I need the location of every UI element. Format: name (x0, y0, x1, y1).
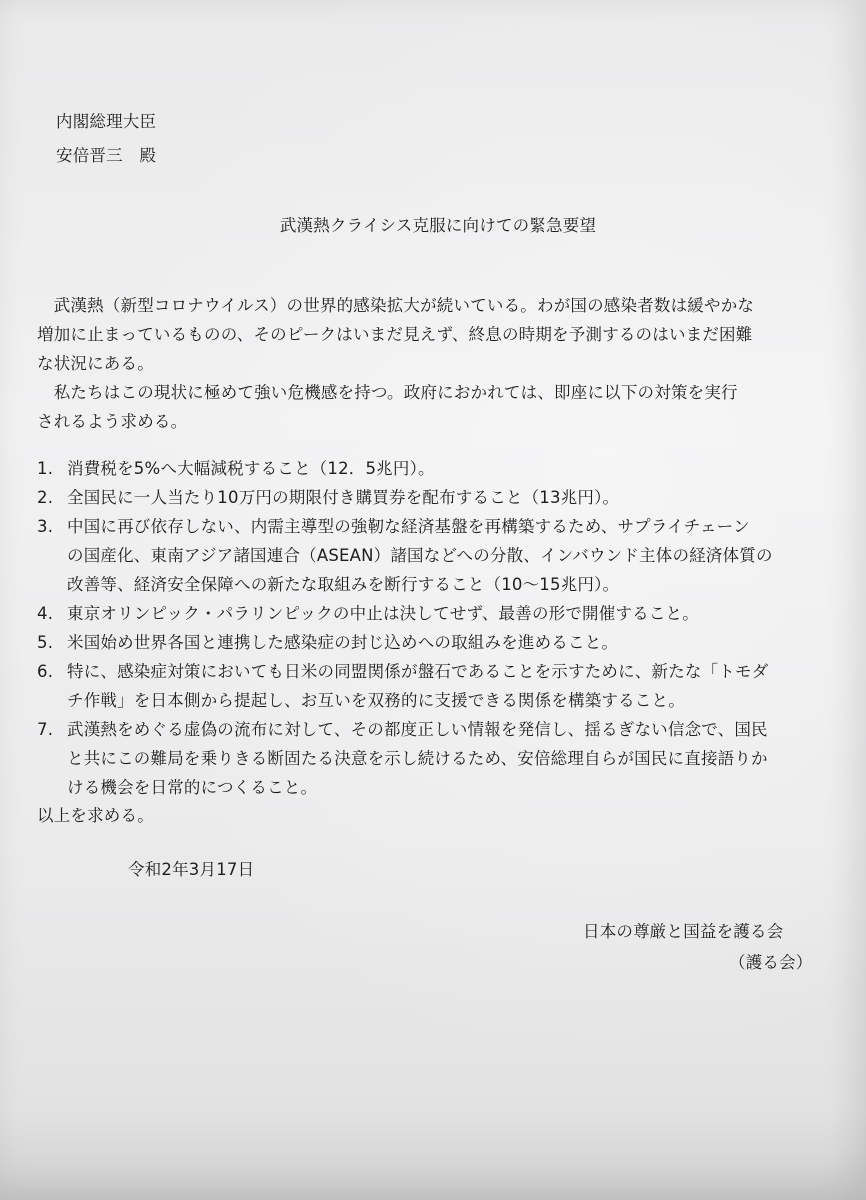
list-item-text: の国産化、東南アジア諸国連合（ASEAN）諸国などへの分散、インバウンド主体の経済体質の (67, 546, 773, 565)
paragraph-2-line-1: 私たちはこの現状に極めて強い危機感を持つ。政府におかれては、即座に以下の対策を実行 (37, 383, 738, 402)
paragraph-1-line-2: 増加に止まっているものの、そのピークはいまだ見えず、終息の時期を予測するのはいまだ困難 (37, 325, 753, 344)
document-heading: 武漢熱クライシス克服に向けての緊急要望 (279, 216, 597, 235)
list-number: 5. (37, 633, 54, 652)
closing-statement: 以上を求める。 (37, 806, 154, 825)
list-item-5 (37, 628, 773, 657)
demand-list (37, 454, 773, 802)
list-item-4 (37, 599, 773, 628)
list-item-text: 特に、感染症対策においても日米の同盟関係が盤石であることを示すために、新たな「トモダ (67, 662, 769, 681)
list-number: 2. (37, 488, 54, 507)
list-number: 1. (37, 459, 54, 478)
list-item-text: 米国始め世界各国と連携した感染症の封じ込めへの取組みを進めること。 (67, 633, 619, 652)
list-item-text: ける機会を日常的につくること。 (67, 778, 318, 797)
sender-abbreviation: （護る会） (729, 953, 813, 972)
recipient-block (56, 105, 156, 173)
list-item-text: 改善等、経済安全保障への新たな取組みを断行すること（10〜15兆円）。 (67, 575, 620, 594)
list-number: 7. (37, 720, 54, 739)
list-item-7 (37, 715, 773, 802)
list-item-text: 武漢熱をめぐる虚偽の流布に対して、その都度正しい情報を発信し、揺るぎない信念で、国民 (67, 720, 768, 739)
body-paragraphs (37, 291, 754, 436)
list-number: 4. (37, 604, 54, 623)
list-item-text: チ作戦」を日本側から提起し、お互いを双務的に支援できる関係を構築すること。 (67, 691, 685, 710)
list-item-3 (37, 512, 773, 599)
list-number: 6. (37, 662, 54, 681)
list-item-text: と共にこの難局を乗りきる断固たる決意を示し続けるため、安倍総理自らが国民に直接語りか (67, 749, 768, 768)
document-date: 令和2年3月17日 (128, 860, 255, 879)
list-number: 3. (37, 517, 54, 536)
recipient-title: 内閣総理大臣 (56, 112, 157, 131)
recipient-name: 安倍晋三 殿 (56, 146, 157, 165)
list-item-text: 東京オリンピック・パラリンピックの中止は決してせず、最善の形で開催すること。 (67, 604, 699, 623)
sender-block (583, 916, 813, 978)
paragraph-2-line-2: されるよう求める。 (37, 412, 188, 431)
list-item-1 (37, 454, 773, 483)
list-item-text: 全国民に一人当たり10万円の期限付き購買券を配布すること（13兆円）。 (67, 488, 620, 507)
paragraph-1-line-3: な状況にある。 (37, 354, 154, 373)
list-item-text: 消費税を5%へ大幅減税すること（12．5兆円）。 (67, 459, 435, 478)
list-item-text: 中国に再び依存しない、内需主導型の強靭な経済基盤を再構築するため、サプライチェーン (67, 517, 750, 536)
list-item-2 (37, 483, 773, 512)
list-item-6 (37, 657, 773, 715)
sender-name: 日本の尊厳と国益を護る会 (583, 922, 784, 941)
paragraph-1-line-1: 武漢熱（新型コロナウイルス）の世界的感染拡大が続いている。わが国の感染者数は緩やかな (37, 296, 755, 315)
